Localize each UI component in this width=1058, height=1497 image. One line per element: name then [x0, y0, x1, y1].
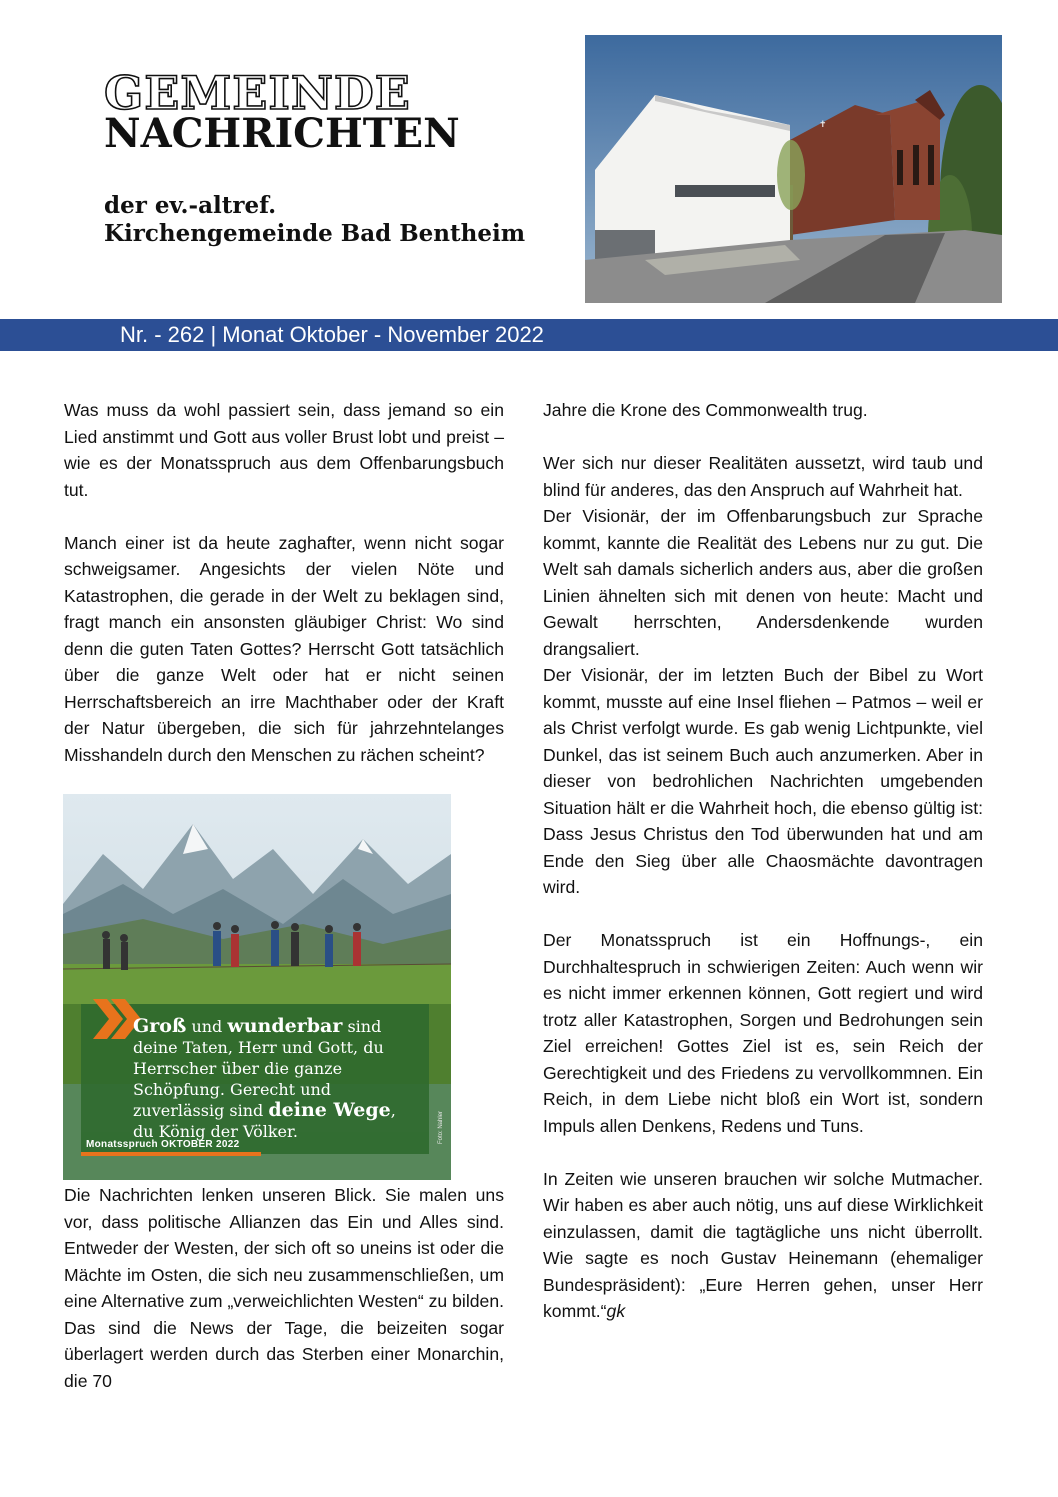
paragraph: Wer sich nur dieser Realitäten aussetzt, wird taub und blind für anderes, das den Anspruch auf Wahrheit hat.: [543, 453, 983, 500]
left-column-lower: [64, 1182, 504, 1394]
svg-text:✝: ✝: [819, 120, 827, 130]
church-photo: [585, 35, 1002, 303]
masthead-title-line2: NACHRICHTEN: [104, 110, 460, 157]
monatsspruch-text: [133, 1016, 403, 1142]
monatsspruch-label: Monatsspruch OKTOBER 2022: [86, 1139, 240, 1150]
masthead-title-line1: GEMEINDE: [104, 66, 411, 120]
issue-band: [0, 319, 1058, 351]
paragraph: Jahre die Krone des Commonwealth trug.: [543, 400, 868, 420]
verse-highlight-3: deine Wege: [268, 1099, 391, 1121]
verse-highlight-2: wunderbar: [227, 1015, 343, 1037]
paragraph: Der Visionär, der im letzten Buch der Bibel zu Wort kommt, musste auf eine Insel fliehen – Patmos – weil er als Christ verfolgt wurde. Es gab wenig Lichtpunkte, viel Dunkel, das ist seinem Buch auch anzumerken. Aber in dieser von bedrohlichen Nachrichten umgebenden Situation hält er die Wahrheit hoch, die ebenso gültig ist: Dass Jesus Christus den Tod überwunden hat und am Ende den Sieg über alle Chaosmächte davontragen wird.: [543, 665, 983, 897]
verse-highlight-1: Groß: [133, 1015, 187, 1037]
church-illustration: [585, 35, 1002, 303]
right-column: [543, 397, 983, 1325]
author-signature: gk: [606, 1301, 626, 1321]
paragraph-closing: [543, 1166, 983, 1325]
verse-reference: OFFENBARUNG 15,3: [884, 1124, 972, 1133]
left-column-upper: [64, 397, 504, 768]
subtitle-line2: Kirchengemeinde Bad Bentheim: [104, 220, 526, 247]
subtitle-line1: der ev.-altref.: [104, 192, 277, 219]
parish-subtitle: [104, 192, 525, 248]
masthead: [104, 66, 484, 157]
paragraph: Der Monatsspruch ist ein Hoffnungs-, ein Durchhaltespruch in schwierigen Zeiten: Auch wenn wir es nicht immer erkennen können, Gott regiert und wird trotz aller Katastrophen, Sorgen und Bedrohungen sein Ziel erreichen! Gottes Ziel ist es, sein Reich der Gerechtigkeit und des Friedens zu vervollkommnen. Ein Reich, in dem Liebe nicht bloß ein Wort ist, sondern Impuls allen Denkens, Redens und Tuns.: [543, 930, 983, 1136]
paragraph: Der Visionär, der im Offenbarungsbuch zur Sprache kommt, kannte die Realität des Lebens nur zu gut. Die Welt sah damals sicherlich anders aus, aber die großen Linien ähnelten sich mit denen von heute: Macht und Gewalt herrschten, Andersdenkende wurden drangsaliert.: [543, 506, 983, 659]
verse-fragment: sind deine Taten, Herr und Gott, du Herrscher über die ganze Schöpfung. Gerecht und zuverlässig sind: [133, 1017, 384, 1120]
paragraph: Was muss da wohl passiert sein, dass jemand so ein Lied anstimmt und Gott aus voller Brust lobt und preist – wie es der Monatsspruch aus dem Offenbarungsbuch tut.: [64, 400, 504, 500]
photo-credit: Foto: Nahler: [438, 1110, 444, 1144]
closing-text: In Zeiten wie unseren brauchen wir solche Mutmacher. Wir haben es aber auch nötig, uns auf diese Wirklichkeit einzulassen, damit die tagtägliche uns nicht überrollt. Wie sagte es noch Gustav Heinemann (ehemaliger Bundespräsident): „Eure Herren gehen, unser Herr kommt.“: [543, 1168, 983, 1321]
verse-fragment: und: [186, 1017, 228, 1036]
issue-label: Nr. - 262 | Monat Oktober - November 2022: [120, 322, 544, 347]
verse-fragment: , du König der Völker.: [133, 1101, 396, 1141]
paragraph: Manch einer ist da heute zaghafter, wenn nicht sogar schweigsamer. Angesichts der vielen Nöte und Katastrophen, die gerade in der Welt zu beklagen sind, fragt manch ein ansonsten gläubiger Christ: Wo sind denn die guten Taten Gottes? Herrscht Gott tatsächlich über die ganze Welt oder hat er nicht seinen Herrschaftsbereich an irre Machthaber oder der Kraft der Natur übergeben, die sich für jahrzehntelanges Misshandeln durch den Menschen zu rächen scheint?: [64, 532, 504, 765]
paragraph: Die Nachrichten lenken unseren Blick. Sie malen uns vor, dass politische Allianzen das Ein und Alles sind. Entweder der Westen, der sich oft so uneins ist oder die Mächte im Osten, die sich neu zusammenschließen, um eine Alternative zum „verweichlichten Westen“ zu bilden. Das sind die News der Tage, die beizeiten sogar überlagert werden durch das Sterben einer Monarchin, die 70: [64, 1185, 504, 1391]
